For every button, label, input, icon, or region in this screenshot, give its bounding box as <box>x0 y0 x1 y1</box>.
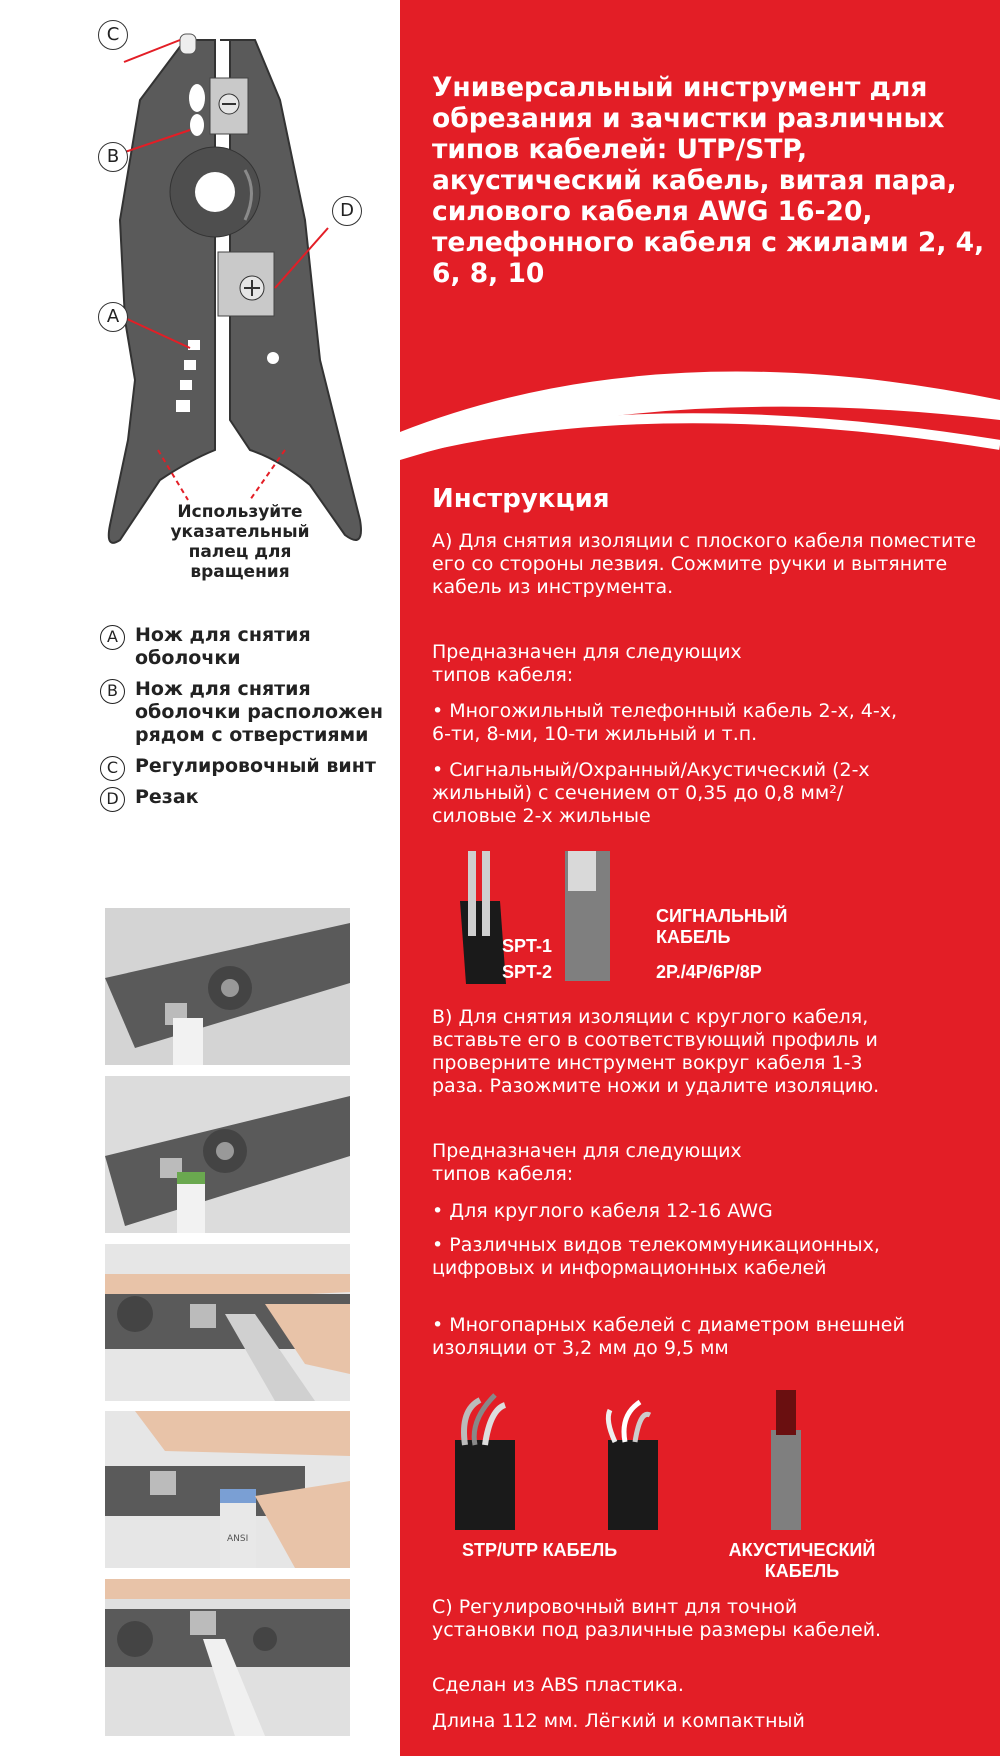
instruction-b-bullet3: • Многопарных кабелей с диаметром внешней изоляции от 3,2 мм до 9,5 мм <box>432 1314 905 1359</box>
stripper-tool-illustration <box>80 20 380 560</box>
instruction-a-text: A) Для снятия изоляции с плоского кабеля поместите его со стороны лезвия. Сожмите ручки и вытяните кабель из инструмента. <box>432 530 977 598</box>
hint-text: Используйте указательный палец для вращения <box>170 502 310 582</box>
legend-text: Регулировочный винт <box>135 755 376 777</box>
legend-text: Нож для снятия оболочки расположен рядом с отверстиями <box>135 678 383 746</box>
legend-text: Резак <box>135 786 199 808</box>
photo-5 <box>105 1579 350 1736</box>
callout-c: C <box>98 20 128 50</box>
instruction-a-bullet2: • Сигнальный/Охранный/Акустический (2-х жильный) с сечением от 0,35 до 0,8 мм²/силовые 2-х жильные <box>432 759 870 827</box>
cable-acoustic: АКУСТИЧЕСКИЙ КАБЕЛЬ <box>728 1540 876 1581</box>
round-cables-graphic <box>440 1390 920 1530</box>
instruction-b-text: B) Для снятия изоляции с круглого кабеля, вставьте его в соответствующий профиль и проверните инструмент вокруг кабеля 1-3 раза. Разожмите ножи и удалите изоляцию. <box>432 1006 880 1097</box>
instruction-material: Сделан из ABS пластика. <box>432 1674 684 1696</box>
legend-letter: C <box>100 756 125 781</box>
instruction-b-for: Предназначен для следующих типов кабеля: <box>432 1140 742 1185</box>
instruction-a-for: Предназначен для следующих типов кабеля: <box>432 641 742 686</box>
legend-letter: D <box>100 787 125 812</box>
cable-stp-utp: STP/UTP КАБЕЛЬ <box>462 1540 618 1560</box>
instruction-a-bullet1: • Многожильный телефонный кабель 2-х, 4-х, 6-ти, 8-ми, 10-ти жильный и т.п. <box>432 700 898 745</box>
callout-a: A <box>98 302 128 332</box>
cable-signal-sub: 2P./4P/6P/8P <box>656 962 762 982</box>
legend-item-c <box>100 755 400 778</box>
curved-arrow <box>360 360 1000 480</box>
legend-item-b <box>100 678 400 747</box>
cable-spt2: SPT-2 <box>502 962 553 982</box>
callout-b: B <box>98 142 128 172</box>
photo-2 <box>105 1076 350 1233</box>
instruction-c-text: C) Регулировочный винт для точной установки под различные размеры кабелей. <box>432 1596 882 1641</box>
cable-spt1: SPT-1 <box>502 936 553 956</box>
photo-3 <box>105 1244 350 1401</box>
instruction-b-bullet1: • Для круглого кабеля 12-16 AWG <box>432 1200 773 1222</box>
legend <box>100 624 400 817</box>
instruction-b-bullet2: • Различных видов телекоммуникационных, цифровых и информационных кабелей <box>432 1234 880 1279</box>
photo-1 <box>105 908 350 1065</box>
instruction-length: Длина 112 мм. Лёгкий и компактный <box>432 1710 805 1732</box>
legend-letter: B <box>100 679 125 704</box>
legend-text: Нож для снятия оболочки <box>135 624 311 669</box>
callout-d: D <box>332 196 362 226</box>
legend-item-d <box>100 786 400 809</box>
photo-cable-print: ANSI <box>227 1534 249 1544</box>
instruction-title: Инструкция <box>432 484 610 514</box>
main-title: Универсальный инструмент для обрезания и зачистки различных типов кабелей: UTP/STP, акустический кабель, витая пара, силового кабеля AWG 16-20, телефонного кабеля с жилами 2, 4, 6, 8, 10 <box>432 72 985 289</box>
legend-letter: A <box>100 625 125 650</box>
legend-item-a <box>100 624 400 670</box>
cable-signal-title: СИГНАЛЬНЫЙ КАБЕЛЬ <box>656 906 788 947</box>
photo-4 <box>105 1411 350 1568</box>
